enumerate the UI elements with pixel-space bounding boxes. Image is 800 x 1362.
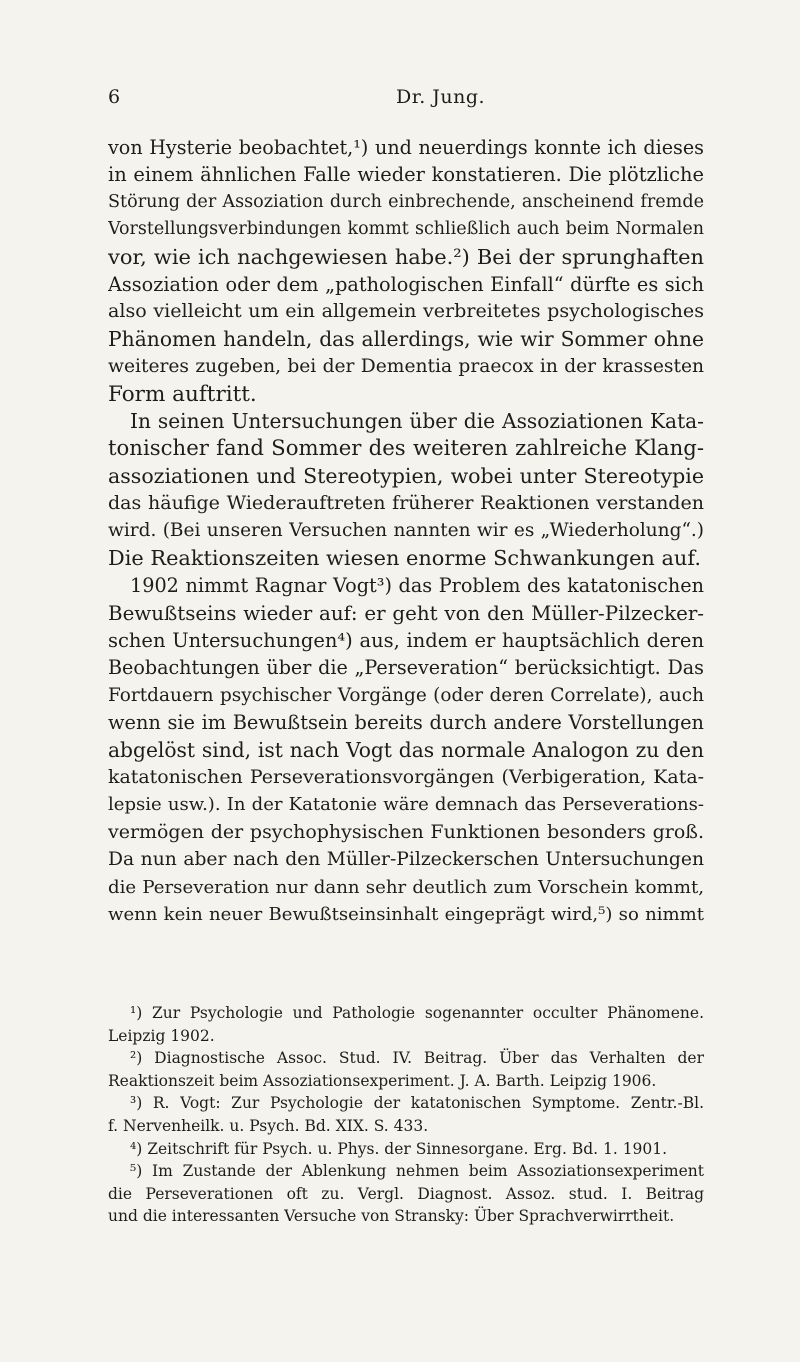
footnote-line: die Perseverationen oft zu. Vergl. Diagnost. Assoz. stud. I. Beitrag bbox=[108, 1184, 704, 1203]
body-line: Störung der Assoziation durch einbrechende, anscheinend fremde bbox=[108, 191, 704, 212]
body-line: Phänomen handeln, das allerdings, wie wir Sommer ohne bbox=[108, 326, 704, 351]
body-line: Assoziation oder dem „pathologischen Einfall“ dürfte es sich bbox=[108, 272, 704, 296]
page-number: 6 bbox=[108, 86, 121, 108]
footnote-line: ²) Diagnostische Assoc. Stud. IV. Beitrag. Über das Verhalten der bbox=[130, 1049, 704, 1068]
body-line: wenn kein neuer Bewußtseinsinhalt eingeprägt wird,⁵) so nimmt bbox=[108, 903, 704, 925]
footnote-line: ⁵) Im Zustande der Ablenkung nehmen beim Assoziationsexperiment bbox=[130, 1162, 704, 1181]
body-line: wird. (Bei unseren Versuchen nannten wir es „Wiederholung“.) bbox=[108, 520, 704, 542]
page-header bbox=[108, 86, 704, 110]
body-line: vermögen der psychophysischen Funktionen besonders groß. bbox=[108, 820, 704, 843]
body-text bbox=[108, 134, 704, 928]
body-line: in einem ähnlichen Falle wieder konstatieren. Die plötzliche bbox=[108, 163, 704, 187]
footnote-line: und die interessanten Versuche von Stransky: Über Sprachverwirrtheit. bbox=[108, 1207, 675, 1226]
body-line: tonischer fand Sommer des weiteren zahlreiche Klang- bbox=[108, 436, 704, 462]
body-line: In seinen Untersuchungen über die Assoziationen Kata- bbox=[130, 408, 704, 433]
footnote-line: Leipzig 1902. bbox=[108, 1026, 215, 1045]
running-head: Dr. Jung. bbox=[396, 86, 486, 108]
body-line: von Hysterie beobachtet,¹) und neuerdings konnte ich dieses bbox=[108, 136, 704, 159]
footnote-line: ¹) Zur Psychologie und Pathologie sogenannter occulter Phänomene. bbox=[130, 1004, 704, 1022]
footnote-line: ³) R. Vogt: Zur Psychologie der katatonischen Symptome. Zentr.-Bl. bbox=[130, 1094, 704, 1113]
body-line: wenn sie im Bewußtsein bereits durch andere Vorstellungen bbox=[108, 711, 704, 735]
body-line: lepsie usw.). In der Katatonie wäre demnach das Perseverations- bbox=[108, 794, 704, 816]
body-line: Vorstellungsverbindungen kommt schließlich auch beim Normalen bbox=[108, 219, 704, 240]
footnote-line: f. Nervenheilk. u. Psych. Bd. XIX. S. 433. bbox=[108, 1116, 429, 1135]
footnote-line: Reaktionszeit beim Assoziationsexperiment. J. A. Barth. Leipzig 1906. bbox=[108, 1071, 657, 1090]
footnote-line: ⁴) Zeitschrift für Psych. u. Phys. der Sinnesorgane. Erg. Bd. 1. 1901. bbox=[130, 1139, 668, 1158]
body-line: die Perseveration nur dann sehr deutlich zum Vorschein kommt, bbox=[108, 876, 704, 898]
body-line: vor, wie ich nachgewiesen habe.²) Bei der sprunghaften bbox=[108, 244, 704, 269]
body-line: abgelöst sind, ist nach Vogt das normale Analogon zu den bbox=[108, 737, 704, 762]
body-line: weiteres zugeben, bei der Dementia praecox in der krassesten bbox=[108, 356, 704, 378]
body-line: assoziationen und Stereotypien, wobei unter Stereotypie bbox=[108, 463, 704, 488]
body-line: Da nun aber nach den Müller-Pilzeckerschen Untersuchungen bbox=[108, 849, 704, 871]
body-line: katatonischen Perseverationsvorgängen (Verbigeration, Kata- bbox=[108, 765, 704, 788]
body-line: Form auftritt. bbox=[108, 381, 257, 407]
body-line: Die Reaktionszeiten wiesen enorme Schwankungen auf. bbox=[108, 545, 701, 570]
footnotes bbox=[108, 1002, 704, 1228]
body-line: also vielleicht um ein allgemein verbreitetes psychologisches bbox=[108, 300, 704, 323]
body-line: das häufige Wiederauftreten früherer Reaktionen verstanden bbox=[108, 492, 704, 515]
body-line: Beobachtungen über die „Perseveration“ berücksichtigt. Das bbox=[108, 656, 704, 680]
body-line: Fortdauern psychischer Vorgänge (oder deren Correlate), auch bbox=[108, 684, 704, 706]
body-line: 1902 nimmt Ragnar Vogt³) das Problem des katatonischen bbox=[130, 574, 704, 598]
body-line: schen Untersuchungen⁴) aus, indem er hauptsächlich deren bbox=[108, 629, 704, 653]
body-line: Bewußtseins wieder auf: er geht von den Müller-Pilzecker- bbox=[108, 601, 704, 625]
